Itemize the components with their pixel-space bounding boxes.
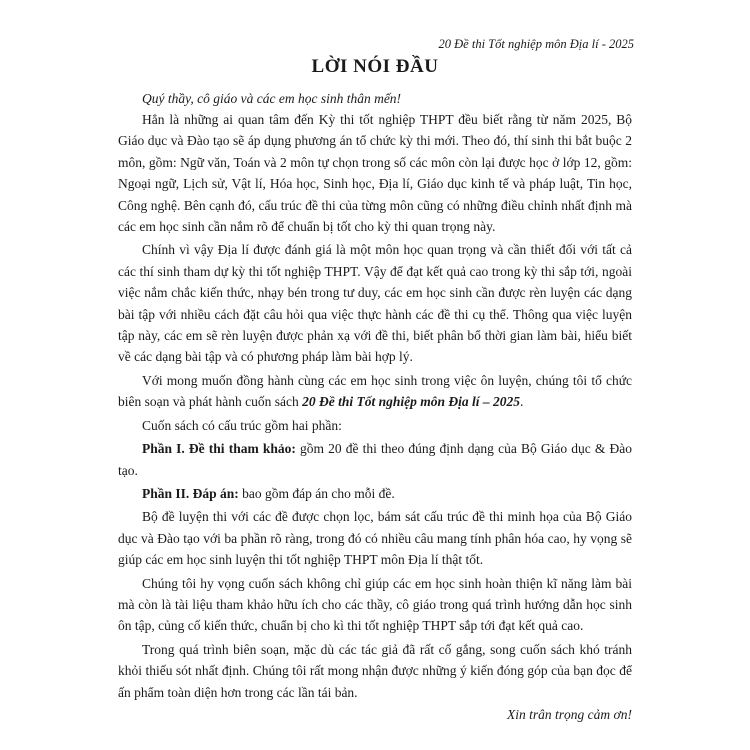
paragraph-3-end: . xyxy=(519,394,524,410)
part-1-label: Phần I. Đề thi tham khảo: xyxy=(142,441,296,457)
part-1-line xyxy=(118,438,632,481)
book-title: 20 Đề thi Tốt nghiệp môn Địa lí – 2025 xyxy=(302,394,520,410)
paragraph-6: Chúng tôi hy vọng cuốn sách không chỉ giúp các em học sinh hoàn thiện kĩ năng làm bài mà còn là tài liệu tham khảo hữu ích cho các thầy, cô giáo trong quá trình hướng dẫn học sinh ôn tập, củng cố kiến thức, chuẩn bị cho kì thi tốt nghiệp THPT sắp tới đạt kết quả cao. xyxy=(118,575,632,634)
paragraph-3 xyxy=(118,370,632,413)
part-1-text: gồm 20 đề thi theo đúng định dạng của Bộ Giáo dục & Đào tạo. xyxy=(118,441,632,478)
paragraph-7: Trong quá trình biên soạn, mặc dù các tác giả đã rất cố gắng, song cuốn sách khó tránh khỏi thiếu sót nhất định. Chúng tôi rất mong nhận được những ý kiến đóng góp của bạn đọc để ấn phẩm toàn diện hơn trong các lần tái bản. xyxy=(118,641,632,700)
part-2-line xyxy=(118,483,632,504)
running-header: 20 Đề thi Tốt nghiệp môn Địa lí - 2025 xyxy=(438,37,634,51)
paragraph-2: Chính vì vậy Địa lí được đánh giá là một môn học quan trọng và cần thiết đối với tất cả các thí sinh tham dự kỳ thi tốt nghiệp THPT. Vậy để đạt kết quả cao trong kỳ thi sắp tới, ngoài việc nắm chắc kiến thức, nhạy bén trong tư duy, các em học sinh cần được rèn luyện các dạng bài tập với nhiều cách đặt câu hỏi qua việc thực hành các đề thi cụ thể. Thông qua việc luyện tập này, các em sẽ rèn luyện được phản xạ với đề thi, biết phân bổ thời gian làm bài, hiểu biết về các dạng bài tập và có phương pháp làm bài hợp lý. xyxy=(118,242,632,365)
paragraph-1: Hẳn là những ai quan tâm đến Kỳ thi tốt nghiệp THPT đều biết rằng từ năm 2025, Bộ Giáo dục và Đào tạo sẽ áp dụng phương án tổ chức kỳ thi mới. Theo đó, thí sinh thi bắt buộc 2 môn, gồm: Ngữ văn, Toán và 2 môn tự chọn trong số các môn còn lại được học ở lớp 12, gồm: Ngoại ngữ, Lịch sử, Vật lí, Hóa học, Sinh học, Địa lí, Giáo dục kinh tế và pháp luật, Tin học, Công nghệ. Bên cạnh đó, cấu trúc đề thi của từng môn cũng có những điều chỉnh nhất định mà các em học sinh cần nắm rõ để chuẩn bị tốt cho kỳ thi quan trọng này. xyxy=(118,112,632,235)
page-title: LỜI NÓI ĐẦU xyxy=(311,56,439,77)
closing-line: Xin trân trọng cảm ơn! xyxy=(507,706,632,722)
part-2-label: Phần II. Đáp án: xyxy=(142,485,239,501)
paragraph-5: Bộ đề luyện thi với các đề được chọn lọc, bám sát cấu trúc đề thi minh họa của Bộ Giáo dục và Đào tạo với ba phần rõ ràng, trong đó có nhiều câu mang tính phân hóa cao, hy vọng sẽ giúp các em học sinh luyện thi tốt nghiệp THPT môn Địa lí thật tốt. xyxy=(118,509,632,568)
salutation: Quý thầy, cô giáo và các em học sinh thân mến! xyxy=(142,91,402,106)
paragraph-3-text: Với mong muốn đồng hành cùng các em học sinh trong việc ôn luyện, chúng tôi tổ chức biên soạn và phát hành cuốn sách xyxy=(118,372,632,410)
paragraph-structure-intro: Cuốn sách có cấu trúc gồm hai phần: xyxy=(142,417,342,433)
part-2-text: bao gồm đáp án cho mỗi đề. xyxy=(238,485,395,501)
